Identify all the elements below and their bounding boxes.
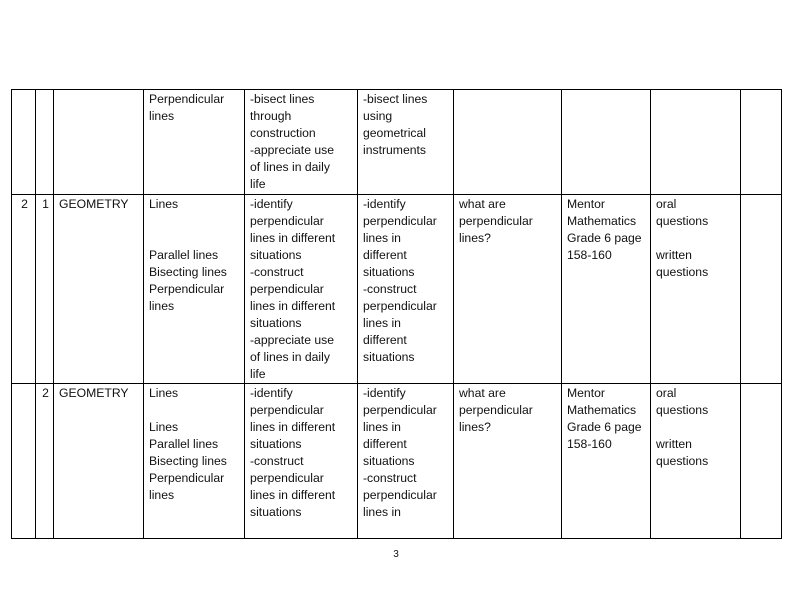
learning-outcomes-cell: -bisect lines through construction -appreciate use of lines in daily life <box>245 90 358 195</box>
assessment-cell: oral questions written questions <box>651 195 741 384</box>
sub-strand-cell: Perpendicular lines <box>144 90 245 195</box>
resources-cell: Mentor Mathematics Grade 6 page 158-160 <box>562 195 651 384</box>
sub-strand-cell: Lines Lines Parallel lines Bisecting lines Perpendicular lines <box>144 384 245 539</box>
learning-outcomes-cell: -identify perpendicular lines in different situations -construct perpendicular lines in different situations -appreciate use of lines in daily life <box>245 195 358 384</box>
learning-experiences-cell: -identify perpendicular lines in different situations -construct perpendicular lines in different situations <box>358 195 454 384</box>
learning-experiences-cell: -bisect lines using geometrical instruments <box>358 90 454 195</box>
lesson-cell: 2 <box>36 384 54 539</box>
page-number: 3 <box>393 549 399 560</box>
table-row <box>12 90 782 195</box>
week-cell <box>12 384 36 539</box>
inquiry-question-cell <box>454 90 562 195</box>
week-cell <box>12 90 36 195</box>
strand-cell: GEOMETRY <box>54 384 144 539</box>
reflection-cell <box>741 90 782 195</box>
learning-outcomes-cell: -identify perpendicular lines in different situations -construct perpendicular lines in different situations <box>245 384 358 539</box>
lesson-cell <box>36 90 54 195</box>
strand-cell: GEOMETRY <box>54 195 144 384</box>
scheme-of-work-table <box>11 89 782 539</box>
table-row <box>12 195 782 384</box>
assessment-cell <box>651 90 741 195</box>
strand-cell <box>54 90 144 195</box>
resources-cell <box>562 90 651 195</box>
reflection-cell <box>741 195 782 384</box>
learning-experiences-cell: -identify perpendicular lines in different situations -construct perpendicular lines in <box>358 384 454 539</box>
week-cell: 2 <box>12 195 36 384</box>
table-row <box>12 384 782 539</box>
lesson-cell: 1 <box>36 195 54 384</box>
inquiry-question-cell: what are perpendicular lines? <box>454 195 562 384</box>
inquiry-question-cell: what are perpendicular lines? <box>454 384 562 539</box>
assessment-cell: oral questions written questions <box>651 384 741 539</box>
sub-strand-cell: Lines Parallel lines Bisecting lines Perpendicular lines <box>144 195 245 384</box>
resources-cell: Mentor Mathematics Grade 6 page 158-160 <box>562 384 651 539</box>
reflection-cell <box>741 384 782 539</box>
